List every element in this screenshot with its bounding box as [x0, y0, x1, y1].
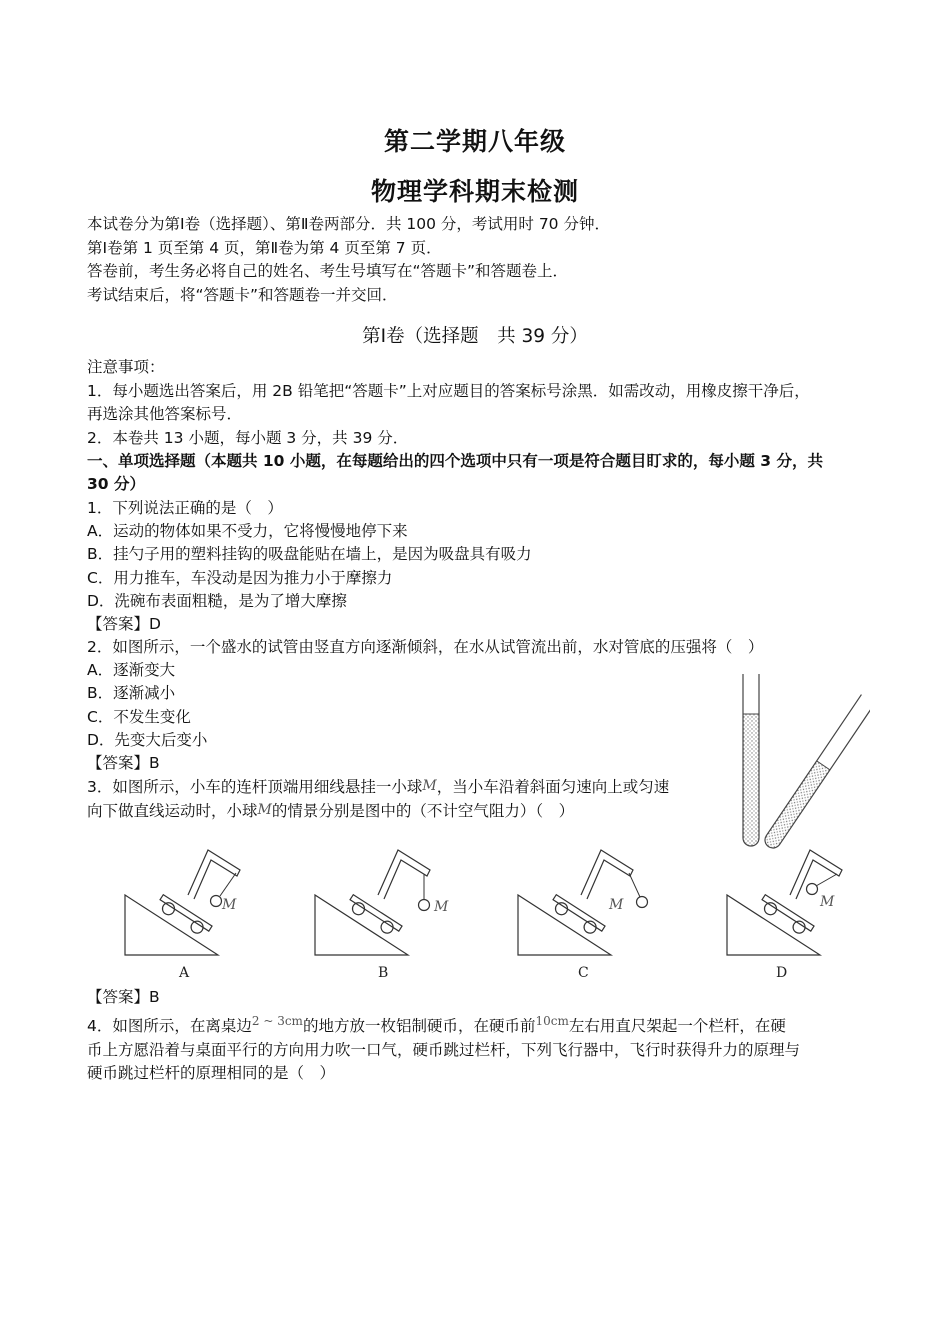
section-title: 第Ⅰ卷（选择题 共 39 分）: [362, 326, 588, 347]
question-stem: 1．下列说法正确的是（ ）: [87, 499, 283, 517]
question-stem: 2．如图所示，一个盛水的试管由竖直方向逐渐倾斜，在水从试管流出前，水对管底的压强将（ ）: [87, 638, 764, 656]
part-heading: 30 分）: [87, 475, 145, 493]
page-subtitle: 物理学科期末检测: [370, 177, 579, 206]
svg-text:M: M: [222, 897, 237, 913]
answer: 【答案】D: [87, 615, 161, 633]
answer: 【答案】B: [87, 988, 160, 1006]
figure-label: C: [578, 965, 589, 981]
figure-b: [315, 850, 449, 981]
page-title: 第二学期八年级: [383, 127, 566, 156]
option: C．不发生变化: [87, 708, 191, 726]
svg-text:M: M: [434, 899, 449, 915]
part-heading: 一、单项选择题（本题共 10 小题，在每题给出的四个选项中只有一项是符合题目盯求的，每小题 3 分，共: [87, 452, 823, 470]
notes-heading: 注意事项：: [87, 358, 165, 376]
variable-m: M: [422, 778, 437, 794]
figure-label: D: [776, 965, 788, 981]
figure-a: [125, 850, 240, 981]
notes-item: 2．本卷共 13 小题，每小题 3 分，共 39 分．: [87, 429, 409, 447]
variable-m: M: [257, 802, 272, 818]
intro-line: 答卷前，考生务必将自己的姓名、考生号填写在“答题卡”和答题卷上．: [87, 262, 569, 280]
notes-item: 再选涂其他答案标号．: [87, 405, 243, 423]
figure-label: B: [378, 965, 389, 981]
question-stem: 4．如图所示，在离桌边$^{2 \sim 3cm}$的地方放一枚铝制硬币，在硬币前$^{10cm}$左右用直尺架起一个栏杆，在硬: [87, 1014, 786, 1035]
option: B．挂勺子用的塑料挂钩的吸盘能贴在墙上，是因为吸盘具有吸力: [87, 545, 532, 563]
question-stem: 向下做直线运动时，小球M的情景分别是图中的（不计空气阻力）（ ）: [87, 802, 575, 820]
distance-value: 10cm: [535, 1014, 569, 1028]
option: C．用力推车，车没动是因为推力小于摩擦力: [87, 569, 393, 587]
figure-d: [727, 850, 842, 981]
distance-value: 2 ~ 3cm: [251, 1014, 303, 1028]
intro-line: 本试卷分为第Ⅰ卷（选择题）、第Ⅱ卷两部分．共 100 分，考试用时 70 分钟．: [87, 215, 610, 233]
svg-text:M: M: [820, 894, 835, 910]
figure-label: A: [179, 965, 190, 981]
option: B．逐渐减小: [87, 684, 176, 702]
incline-cart-figures: [100, 840, 860, 990]
test-tube-figure: [735, 668, 870, 853]
option: A．运动的物体如果不受力，它将慢慢地停下来: [87, 522, 408, 540]
notes-item: 1．每小题选出答案后，用 2B 铅笔把“答题卡”上对应题目的答案标号涂黑．如需改动，用橡皮擦干净后，: [87, 382, 810, 400]
option: D．洗碗布表面粗糙，是为了增大摩擦: [87, 592, 347, 610]
question-stem: 3．如图所示，小车的连杆顶端用细线悬挂一小球M，当小车沿着斜面匀速向上或匀速: [87, 778, 670, 796]
answer: 【答案】B: [87, 754, 160, 772]
intro-line: 第Ⅰ卷第 1 页至第 4 页，第Ⅱ卷为第 4 页至第 7 页．: [87, 239, 442, 257]
figure-c: [518, 850, 648, 981]
intro-line: 考试结束后，将“答题卡”和答题卷一并交回．: [87, 286, 398, 304]
question-stem: 币上方愿沿着与桌面平行的方向用力吹一口气，硬币跳过栏杆，下列飞行器中，飞行时获得升力的原理与: [87, 1041, 801, 1059]
option: A．逐渐变大: [87, 661, 176, 679]
svg-text:M: M: [609, 897, 624, 913]
option: D．先变大后变小: [87, 731, 208, 749]
question-stem: 硬币跳过栏杆的原理相同的是（ ）: [87, 1064, 336, 1082]
